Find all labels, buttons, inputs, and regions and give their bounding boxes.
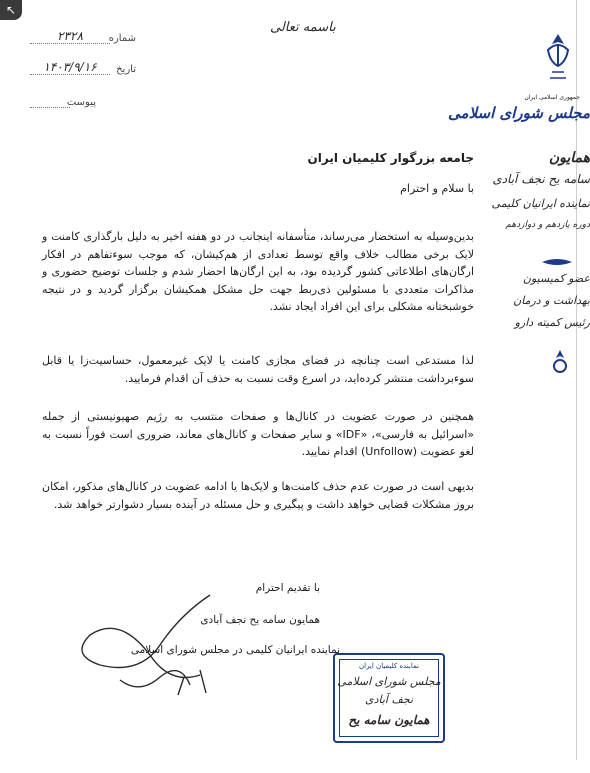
stamp-line3: همایون سامه یح: [348, 713, 430, 727]
paragraph-1: [42, 228, 474, 316]
paragraph-2: [42, 352, 474, 387]
signer-title: نماینده ایرانیان کلیمی در مجلس شورای اسلامی: [130, 644, 340, 656]
member-name-line1: همایون: [548, 150, 590, 166]
letter-number-row: [30, 26, 136, 44]
parliament-term: دوره یازدهم و دوازدهم: [505, 220, 590, 230]
recipient-text: جامعه بزرگوار کلیمیان ایران: [307, 151, 474, 165]
letter-date-row: [30, 57, 136, 75]
greeting: [42, 180, 474, 198]
membership-line1: عضو کمیسیون: [522, 272, 590, 285]
bismillah: باسمه تعالی: [270, 20, 336, 35]
stamp-line1: مجلس شورای اسلامی: [337, 675, 441, 688]
paragraph-4-text: بدیهی است در صورت عدم حذف کامنت‌ها و لایک‌ها یا ادامه عضویت در کانال‌های مذکور، امکان بروز مشکلات قضایی خواهد داشت و پیگیری و حل مسئله در آینده بسیار دشوارتر خواهد شد.: [42, 480, 474, 511]
handwritten-signature: [60, 585, 260, 715]
member-name-line2: سامه یح نجف آبادی: [492, 172, 590, 186]
divider-ornament-icon: [542, 258, 572, 266]
stamp-top-text: نماینده کلیمیان ایران: [358, 662, 420, 670]
bottom-emblem-icon: [550, 350, 570, 374]
parliament-title: مجلس شورای اسلامی: [448, 104, 590, 122]
number-label: شماره: [108, 33, 136, 44]
paragraph-3: [42, 408, 474, 461]
paragraph-1-text: بدین‌وسیله به استحضار می‌رساند، متأسفانه اینجانب در دو هفته اخیر به دلیل بارگذاری کامنت و لایک برخی مطالب خلاف واقع توسط تعدادی از هم‌کیشان، که موجب سوءتفاهم در افکار ارگان‌های اطلاعاتی کشور گردیده بود، به این ارگان‌ها احضار شدم و جلسات توضیح حضوری و مذاکرات متعددی با مسئولین ذی‌ربط جهت حل مشکل همکیشان برگزار گردید و در نتیجه خوشبختانه مشکلی برای این افراد ایجاد نشد.: [42, 230, 474, 313]
letter-attachment-row: [30, 90, 96, 108]
attachment-label: پیوست: [66, 97, 96, 108]
date-label: تاریخ: [116, 64, 136, 75]
stamp-line2: نجف آبادی: [364, 693, 414, 706]
closing: با تقدیم احترام: [255, 582, 320, 594]
membership-line2: بهداشت و درمان: [513, 294, 590, 307]
paragraph-2-text: لذا مستدعی است چنانچه در فضای مجازی کامنت یا لایک غیرمعمول، حساسیت‌زا یا قابل سوءبرداشت منتشر کرده‌اید، در اسرع وقت نسبت به حذف آن اقدام فرمایید.: [42, 354, 474, 385]
signer-name: همایون سامه یح نجف آبادی: [200, 614, 320, 626]
number-value: ۲۳۲۸: [30, 29, 110, 44]
member-role: نماینده ایرانیان کلیمی: [491, 197, 590, 210]
corner-close-icon[interactable]: ↖: [0, 0, 22, 20]
recipient: [42, 150, 474, 168]
attachment-value: [30, 107, 70, 108]
emblem-caption: جمهوری اسلامی ایران: [524, 94, 580, 101]
paragraph-3-text: همچنین در صورت عضویت در کانال‌ها و صفحات منتسب به رژیم صهیونیستی از جمله «اسرائیل به فارسی»، «IDF» و سایر صفحات و کانال‌های معاند، ضروری است فوراً نسبت به لغو عضویت (Unfollow) اقدام نمایید.: [42, 410, 474, 458]
greeting-text: با سلام و احترام: [400, 182, 474, 195]
official-stamp: [333, 653, 445, 743]
paragraph-4: [42, 478, 474, 513]
date-value: ۱۴۰۳/۹/۱۶: [30, 60, 110, 75]
membership-line3: رئیس کمیته دارو: [514, 316, 590, 329]
emblem-icon: [538, 32, 578, 92]
